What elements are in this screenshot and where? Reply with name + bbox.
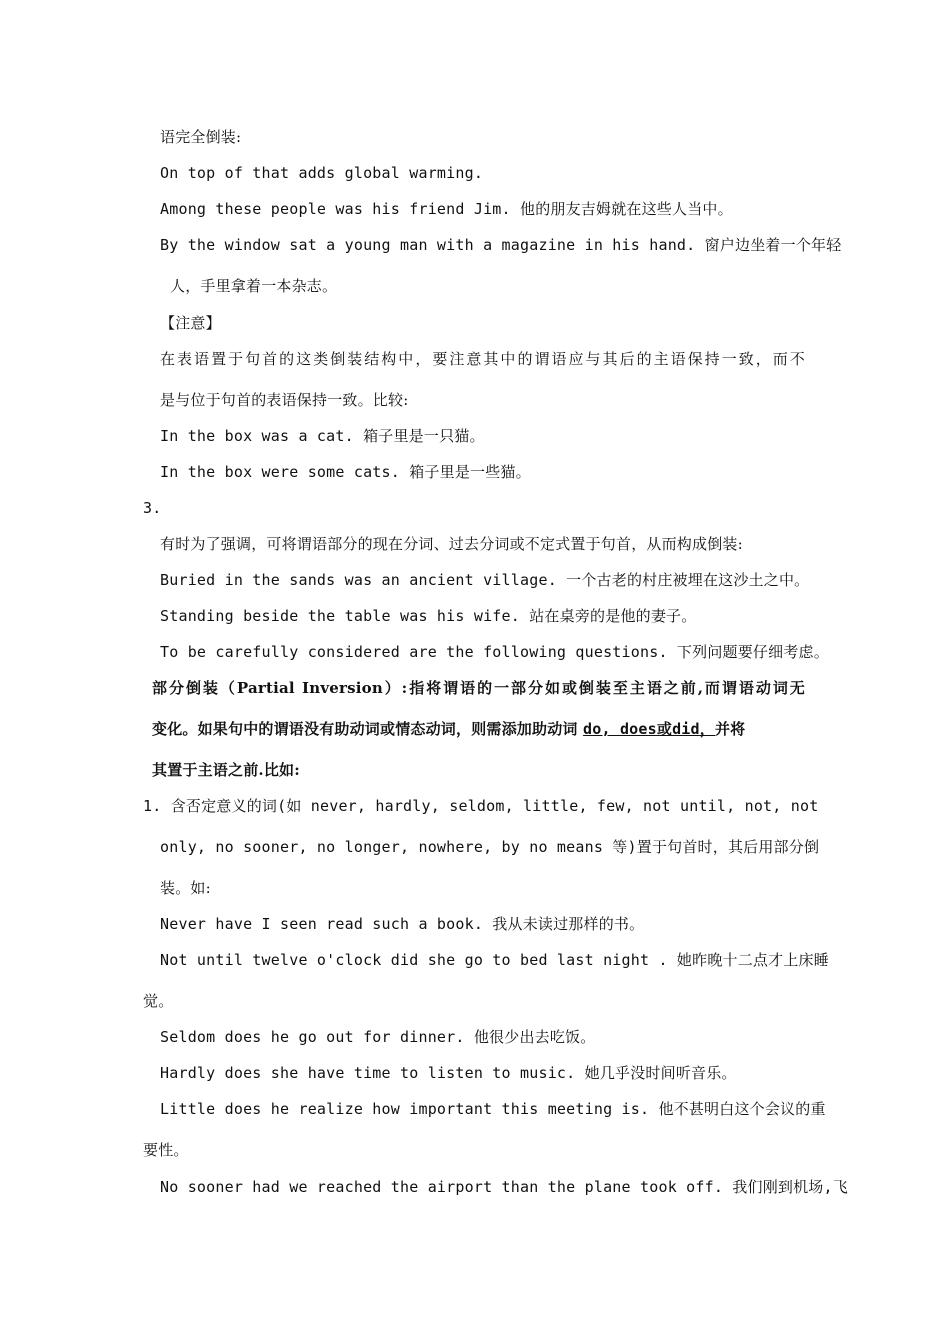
text-line: In the box was a cat. 箱子里是一只猫。 bbox=[160, 427, 485, 445]
text-line: In the box were some cats. 箱子里是一些猫。 bbox=[160, 463, 531, 481]
text-line: To be carefully considered are the following questions. 下列问题要仔细考虑。 bbox=[160, 643, 829, 661]
text-line: Little does he realize how important this meeting is. 他不甚明白这个会议的重 bbox=[160, 1100, 826, 1118]
section-number: 3. bbox=[143, 499, 162, 517]
text-line: Never have I seen read such a book. 我从未读过那样的书。 bbox=[160, 915, 645, 933]
text-line: On top of that adds global warming. bbox=[160, 164, 484, 182]
text-line: 有时为了强调，可将谓语部分的现在分词、过去分词或不定式置于句首，从而构成倒装: bbox=[160, 535, 743, 553]
text-line: only, no sooner, no longer, nowhere, by no means 等)置于句首时，其后用部分倒 bbox=[160, 838, 820, 856]
underlined-text: do, does或did， bbox=[583, 720, 715, 738]
text-line: Standing beside the table was his wife. 站在桌旁的是他的妻子。 bbox=[160, 607, 697, 625]
text-line: 要性。 bbox=[143, 1141, 189, 1159]
text-line: Among these people was his friend Jim. 他的朋友吉姆就在这些人当中。 bbox=[160, 200, 733, 218]
text-line: Not until twelve o'clock did she go to bed last night . 她昨晚十二点才上床睡 bbox=[160, 951, 829, 969]
text-line: 人，手里拿着一本杂志。 bbox=[170, 277, 338, 295]
bold-definition-line bbox=[152, 719, 745, 739]
text-line: 觉。 bbox=[143, 992, 174, 1010]
text-line: 1. 含否定意义的词(如 never, hardly, seldom, little, few, not until, not, not bbox=[143, 797, 819, 815]
text-line: 语完全倒装: bbox=[160, 128, 242, 146]
text-line: By the window sat a young man with a magazine in his hand. 窗户边坐着一个年轻 bbox=[160, 236, 842, 254]
bold-text: 并将 bbox=[714, 720, 746, 738]
text-line: 是与位于句首的表语保持一致。比较: bbox=[160, 391, 409, 409]
note-heading: 【注意】 bbox=[160, 314, 221, 332]
text-line: 在表语置于句首的这类倒装结构中，要注意其中的谓语应与其后的主语保持一致，而不 bbox=[160, 350, 805, 368]
text-line: Buried in the sands was an ancient village. 一个古老的村庄被埋在这沙土之中。 bbox=[160, 571, 810, 589]
bold-definition-line: 其置于主语之前.比如: bbox=[152, 761, 300, 779]
text-line: No sooner had we reached the airport than the plane took off. 我们刚到机场,飞 bbox=[160, 1178, 848, 1196]
text-line: 装。如: bbox=[160, 879, 211, 897]
bold-text: 变化。如果句中的谓语没有助动词或情态动词，则需添加助动词 bbox=[152, 720, 584, 738]
text-line: Seldom does he go out for dinner. 他很少出去吃饭。 bbox=[160, 1028, 596, 1046]
bold-definition-line: 部分倒装（Partial Inversion）:指将谓语的一部分如或倒装至主语之前,而谓语动词无 bbox=[152, 679, 805, 697]
text-line: Hardly does she have time to listen to music. 她几乎没时间听音乐。 bbox=[160, 1064, 737, 1082]
